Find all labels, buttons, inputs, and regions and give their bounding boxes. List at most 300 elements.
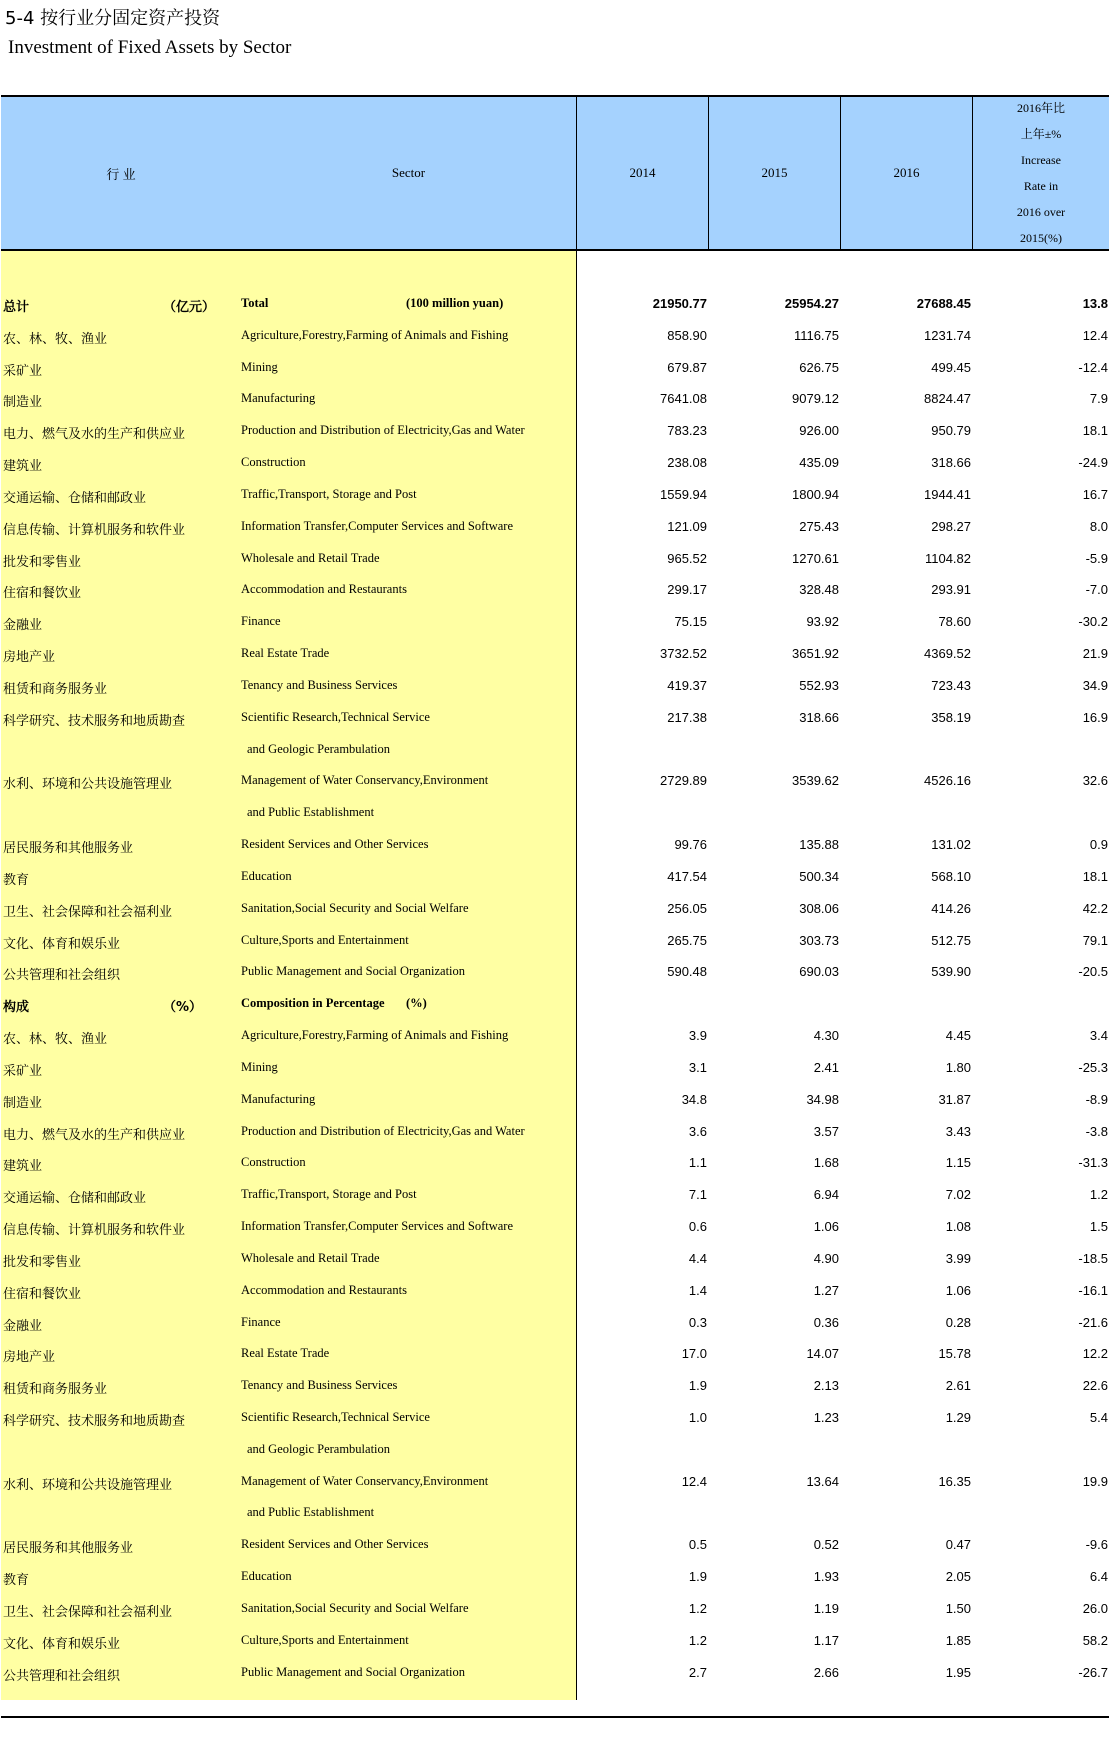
value-2015: 135.88 [799,837,839,853]
total-unit-cn: （亿元） [163,300,216,315]
sector-name-en: Agriculture,Forestry,Farming of Animals and Fishing [241,327,509,342]
header-year-2014: 2014 [576,97,708,249]
value-2015: 552.93 [799,677,839,693]
table-row [1,1338,1109,1370]
value-2014: 679.87 [667,359,707,375]
value-2016: 358.19 [931,709,971,725]
header-rate-line: 2016 over [1016,205,1066,219]
header-year-2016: 2016 [840,97,972,249]
value-rate: 34.9 [1082,677,1108,693]
sector-name-cn: 批发和零售业 [3,554,82,570]
value-rate: 7.9 [1089,391,1108,407]
value-rate: 8.0 [1089,518,1108,534]
sector-name-en: Manufacturing [241,391,316,406]
value-2015: 318.66 [799,709,839,725]
value-2015: 1800.94 [792,486,839,502]
sector-name-cn: 水利、环境和公共设施管理业 [3,1477,173,1493]
value-2014: 7641.08 [660,391,707,407]
value-2014: 17.0 [681,1346,707,1362]
value-2015: 275.43 [799,518,839,534]
table-header [1,95,1109,251]
total-label-cn: 总计 [3,300,30,315]
sector-name-cn: 公共管理和社会组织 [3,1668,121,1684]
value-2016: 4369.52 [924,646,971,662]
value-2014: 34.8 [681,1091,707,1107]
composition-label-cn: 构成 [3,1000,30,1016]
sector-name-en: Public Management and Social Organization [241,1664,466,1679]
value-rate: -5.9 [1085,550,1108,566]
value-2016: 1.50 [945,1600,971,1616]
table-body [1,251,1109,1700]
value-2014: 1.0 [688,1409,707,1425]
table-row [1,574,1109,606]
value-rate: 58.2 [1082,1632,1108,1648]
value-rate: -20.5 [1078,964,1108,980]
sector-name-cn: 水利、环境和公共设施管理业 [3,777,173,793]
value-2015: 3539.62 [792,773,839,789]
value-rate: 1.2 [1089,1187,1108,1203]
table-bottom-rule [1,1716,1109,1718]
value-2016: 414.26 [931,900,971,916]
value-2016: 950.79 [931,423,971,439]
sector-name-cn: 科学研究、技术服务和地质勘查 [3,713,186,729]
sector-name-cn: 建筑业 [3,1159,43,1175]
value-2015: 1.93 [813,1569,839,1585]
sector-name-en: Finance [241,614,281,629]
value-2015: 2.41 [813,1059,839,1075]
table-row [1,765,1109,797]
table-row [1,447,1109,479]
value-2016: 539.90 [931,964,971,980]
header-rate-line: 2015(%) [1020,231,1062,245]
table-row [1,829,1109,861]
composition-row [1,988,1109,1020]
sector-name-en: Information Transfer,Computer Services and Software [241,518,514,533]
sector-name-cn: 交通运输、仓储和邮政业 [3,1191,147,1207]
value-2016: 298.27 [931,518,971,534]
value-2014: 75.15 [674,614,707,630]
total-rate: 13.8 [1082,296,1108,311]
header-sector-en: Sector [391,165,426,180]
sector-name-en: Mining [241,1059,278,1074]
value-rate: -8.9 [1085,1091,1108,1107]
value-rate: -9.6 [1085,1537,1108,1553]
table-row-continuation [1,1434,1109,1466]
value-2014: 417.54 [667,868,707,884]
value-2014: 590.48 [667,964,707,980]
sector-name-cn: 金融业 [3,618,43,634]
value-2016: 4526.16 [924,773,971,789]
value-rate: 18.1 [1082,868,1108,884]
sector-name-en: Culture,Sports and Entertainment [241,1632,409,1647]
value-2015: 1.06 [813,1219,839,1235]
value-2016: 7.02 [945,1187,971,1203]
sector-name-cn: 建筑业 [3,459,43,475]
table-row-continuation [1,1497,1109,1529]
table-row [1,320,1109,352]
value-2015: 4.90 [813,1250,839,1266]
sector-name-en: Tenancy and Business Services [241,677,398,692]
sector-name-cn: 居民服务和其他服务业 [3,841,134,857]
sector-name-en: Construction [241,455,306,470]
table-row [1,893,1109,925]
value-2015: 435.09 [799,455,839,471]
sector-name-cn: 住宿和餐饮业 [3,586,82,602]
value-2014: 965.52 [667,550,707,566]
sector-name-en: Scientific Research,Technical Service [241,1409,430,1424]
value-2015: 2.13 [813,1378,839,1394]
table-row [1,1593,1109,1625]
sector-name-en: Management of Water Conservancy,Environment [241,1473,489,1488]
value-rate: 12.2 [1082,1346,1108,1362]
value-2015: 93.92 [806,614,839,630]
sector-name-cn: 教育 [3,872,30,888]
value-rate: -25.3 [1078,1059,1108,1075]
sector-name-en: Production and Distribution of Electricity,Gas and Water [241,423,525,438]
value-2015: 1.27 [813,1282,839,1298]
value-2014: 0.6 [688,1219,707,1235]
value-2014: 4.4 [688,1250,707,1266]
table-row [1,1625,1109,1657]
table-row [1,925,1109,957]
value-2014: 99.76 [674,837,707,853]
table-row-continuation [1,734,1109,766]
value-rate: 22.6 [1082,1378,1108,1394]
table-row [1,1402,1109,1434]
header-rate-line: Increase [1021,153,1061,167]
value-2016: 1.80 [945,1059,971,1075]
total-unit-en: (100 million yuan) [406,296,504,310]
value-2014: 7.1 [688,1187,707,1203]
table-row [1,1529,1109,1561]
sector-name-en: Accommodation and Restaurants [241,582,407,597]
value-2014: 2729.89 [660,773,707,789]
sector-name-en: Resident Services and Other Services [241,837,429,852]
value-2014: 1.4 [688,1282,707,1298]
value-2016: 2.05 [945,1569,971,1585]
value-2016: 1.08 [945,1219,971,1235]
value-2015: 1.68 [813,1155,839,1171]
value-2016: 8824.47 [924,391,971,407]
table-row [1,1370,1109,1402]
value-2015: 13.64 [806,1473,839,1489]
table-row [1,1466,1109,1498]
value-2015: 0.52 [813,1537,839,1553]
value-2014: 1.2 [688,1632,707,1648]
table-row [1,1657,1109,1689]
sector-name-cn: 科学研究、技术服务和地质勘查 [3,1413,186,1429]
value-2015: 626.75 [799,359,839,375]
value-2016: 2.61 [945,1378,971,1394]
value-2015: 3.57 [813,1123,839,1139]
sector-name-cn: 文化、体育和娱乐业 [3,936,121,952]
value-2016: 1.15 [945,1155,971,1171]
value-2016: 512.75 [931,932,971,948]
value-2016: 4.45 [945,1028,971,1044]
sector-name-en: Scientific Research,Technical Service [241,709,430,724]
sector-name-cn: 制造业 [3,1095,43,1111]
table-row [1,1052,1109,1084]
value-2015: 328.48 [799,582,839,598]
value-2014: 3.1 [688,1059,707,1075]
table-row [1,1243,1109,1275]
sector-name-en-continued: and Geologic Perambulation [247,741,391,756]
value-rate: 6.4 [1089,1569,1108,1585]
table-row [1,1307,1109,1339]
value-2014: 3732.52 [660,646,707,662]
value-2014: 1559.94 [660,486,707,502]
value-2016: 131.02 [931,837,971,853]
value-2014: 299.17 [667,582,707,598]
value-rate: 5.4 [1089,1409,1108,1425]
sector-name-en: Traffic,Transport, Storage and Post [241,486,417,501]
table-row-continuation [1,797,1109,829]
sector-name-en: Wholesale and Retail Trade [241,550,380,565]
table-row [1,956,1109,988]
value-rate: 1.5 [1089,1219,1108,1235]
header-rate-line: 上年±% [1020,127,1062,141]
value-rate: 79.1 [1082,932,1108,948]
table-row [1,511,1109,543]
table-row [1,1084,1109,1116]
sector-name-en: Sanitation,Social Security and Social Welfare [241,900,469,915]
value-rate: 19.9 [1082,1473,1108,1489]
sector-name-en: Public Management and Social Organization [241,964,466,979]
value-2014: 3.6 [688,1123,707,1139]
value-2014: 238.08 [667,455,707,471]
table-row [1,638,1109,670]
sector-name-en: Finance [241,1314,281,1329]
value-2016: 1.29 [945,1409,971,1425]
value-rate: -26.7 [1078,1664,1108,1680]
total-label-en: Total [241,296,269,310]
sector-name-cn: 采矿业 [3,1063,43,1079]
value-2014: 217.38 [667,709,707,725]
sector-name-cn: 房地产业 [3,650,56,666]
value-rate: -24.9 [1078,455,1108,471]
sector-name-en: Education [241,868,292,883]
page-title-en: Investment of Fixed Assets by Sector [8,37,292,58]
sector-name-cn: 文化、体育和娱乐业 [3,1636,121,1652]
value-rate: -3.8 [1085,1123,1108,1139]
sector-name-en: Mining [241,359,278,374]
value-2016: 31.87 [938,1091,971,1107]
table-row [1,543,1109,575]
table-row [1,670,1109,702]
value-2015: 1116.75 [793,327,839,343]
total-2014: 21950.77 [652,296,707,311]
sector-name-cn: 信息传输、计算机服务和软件业 [3,1223,186,1239]
value-2016: 3.43 [945,1123,971,1139]
value-rate: 42.2 [1082,900,1108,916]
sector-name-cn: 公共管理和社会组织 [3,968,121,984]
page-title-cn: 5-4 按行业分固定资产投资 [5,8,221,29]
value-2014: 1.1 [688,1155,707,1171]
sector-name-en: Sanitation,Social Security and Social Welfare [241,1600,469,1615]
value-2016: 1.85 [945,1632,971,1648]
sector-name-en: Traffic,Transport, Storage and Post [241,1187,417,1202]
sector-name-en: Construction [241,1155,306,1170]
value-rate: 16.7 [1082,486,1108,502]
value-rate: -16.1 [1078,1282,1108,1298]
table-row [1,1020,1109,1052]
value-2014: 3.9 [688,1028,707,1044]
value-2016: 1.06 [945,1282,971,1298]
table-row [1,479,1109,511]
sector-name-en: Education [241,1569,292,1584]
table-row [1,861,1109,893]
sector-name-cn: 制造业 [3,395,43,411]
value-rate: -18.5 [1078,1250,1108,1266]
value-2015: 0.36 [813,1314,839,1330]
value-2014: 2.7 [688,1664,707,1680]
value-2016: 0.47 [945,1537,971,1553]
sector-name-en: Production and Distribution of Electricity,Gas and Water [241,1123,525,1138]
table-row [1,1275,1109,1307]
sector-name-cn: 住宿和餐饮业 [3,1286,82,1302]
sector-name-en-continued: and Public Establishment [247,805,375,820]
composition-unit-en: (%) [406,996,427,1011]
value-2015: 14.07 [806,1346,839,1362]
investment-table [1,95,1109,1700]
value-2016: 1104.82 [924,550,971,566]
value-2015: 34.98 [806,1091,839,1107]
value-2014: 265.75 [667,932,707,948]
value-2016: 1231.74 [924,327,971,343]
sector-name-en: Culture,Sports and Entertainment [241,932,409,947]
value-rate: 18.1 [1082,423,1108,439]
value-2014: 419.37 [667,677,707,693]
value-2015: 2.66 [813,1664,839,1680]
value-2016: 3.99 [945,1250,971,1266]
sector-name-cn: 电力、燃气及水的生产和供应业 [3,1127,186,1143]
table-row [1,1211,1109,1243]
value-2016: 78.60 [938,614,971,630]
sector-name-cn: 卫生、社会保障和社会福利业 [3,1604,173,1620]
sector-name-en-continued: and Public Establishment [247,1505,375,1520]
sector-name-cn: 金融业 [3,1318,43,1334]
sector-name-en: Agriculture,Forestry,Farming of Animals and Fishing [241,1028,509,1043]
sector-name-en: Manufacturing [241,1091,316,1106]
header-year-2015: 2015 [708,97,840,249]
header-rate-line: 2016年比 [1016,101,1065,115]
value-2015: 1270.61 [792,550,839,566]
value-2016: 0.28 [945,1314,971,1330]
sector-name-cn: 卫生、社会保障和社会福利业 [3,904,173,920]
value-2015: 3651.92 [792,646,839,662]
sector-name-en: Real Estate Trade [241,1346,330,1361]
value-2015: 500.34 [799,868,839,884]
total-2016: 27688.45 [916,296,971,311]
value-2014: 1.2 [688,1600,707,1616]
value-2016: 499.45 [931,359,971,375]
value-2014: 1.9 [688,1569,707,1585]
value-rate: 12.4 [1082,327,1108,343]
value-2016: 723.43 [931,677,971,693]
value-2016: 16.35 [938,1473,971,1489]
sector-name-cn: 信息传输、计算机服务和软件业 [3,522,186,538]
value-rate: 21.9 [1082,646,1108,662]
value-rate: -21.6 [1078,1314,1108,1330]
value-rate: -31.3 [1078,1155,1108,1171]
value-rate: 3.4 [1089,1028,1108,1044]
header-increase-rate [972,97,1109,249]
sector-name-cn: 农、林、牧、渔业 [3,1032,108,1048]
value-2015: 308.06 [799,900,839,916]
sector-name-en-continued: and Geologic Perambulation [247,1441,391,1456]
value-2015: 9079.12 [792,391,839,407]
value-2014: 0.3 [688,1314,707,1330]
value-2016: 1.95 [945,1664,971,1680]
value-2014: 0.5 [688,1537,707,1553]
table-row [1,352,1109,384]
value-2015: 1.19 [813,1600,839,1616]
value-2014: 121.09 [667,518,707,534]
table-row [1,702,1109,734]
total-2015: 25954.27 [784,296,839,311]
sector-name-cn: 电力、燃气及水的生产和供应业 [3,427,186,443]
value-2015: 6.94 [813,1187,839,1203]
sector-name-en: Tenancy and Business Services [241,1378,398,1393]
sector-name-en: Wholesale and Retail Trade [241,1250,380,1265]
table-rows [1,251,1109,1700]
sector-name-cn: 房地产业 [3,1350,56,1366]
table-row [1,606,1109,638]
value-2016: 1944.41 [924,486,971,502]
table-row [1,1147,1109,1179]
value-rate: -30.2 [1078,614,1108,630]
sector-name-cn: 教育 [3,1573,30,1589]
value-2015: 926.00 [799,423,839,439]
value-rate: 0.9 [1089,837,1108,853]
value-2014: 783.23 [667,423,707,439]
sector-name-cn: 交通运输、仓储和邮政业 [3,490,147,506]
header-sector-cn: 行 业 [106,166,136,182]
value-2015: 303.73 [799,932,839,948]
value-rate: 26.0 [1082,1600,1108,1616]
sector-name-en: Management of Water Conservancy,Environment [241,773,489,788]
value-rate: 32.6 [1082,773,1108,789]
value-2016: 15.78 [938,1346,971,1362]
table-row [1,1116,1109,1148]
header-rate-line: Rate in [1023,179,1059,193]
value-rate: 16.9 [1082,709,1108,725]
sector-name-cn: 居民服务和其他服务业 [3,1541,134,1557]
table-row [1,415,1109,447]
value-2014: 1.9 [688,1378,707,1394]
sector-name-cn: 批发和零售业 [3,1254,82,1270]
value-2016: 293.91 [931,582,971,598]
sector-name-cn: 租赁和商务服务业 [3,1382,108,1398]
table-row [1,383,1109,415]
value-2014: 858.90 [667,327,707,343]
sector-name-en: Information Transfer,Computer Services and Software [241,1219,514,1234]
value-2014: 256.05 [667,900,707,916]
value-2016: 568.10 [931,868,971,884]
table-row [1,1561,1109,1593]
value-2015: 1.17 [813,1632,839,1648]
sector-name-cn: 租赁和商务服务业 [3,681,108,697]
total-row [1,288,1109,320]
value-2015: 1.23 [813,1409,839,1425]
sector-name-en: Resident Services and Other Services [241,1537,429,1552]
sector-name-cn: 采矿业 [3,363,43,379]
sector-name-en: Accommodation and Restaurants [241,1282,407,1297]
composition-unit-cn: （%） [163,1000,203,1016]
value-2015: 4.30 [813,1028,839,1044]
value-rate: -7.0 [1085,582,1108,598]
composition-label-en: Composition in Percentage [241,996,385,1011]
